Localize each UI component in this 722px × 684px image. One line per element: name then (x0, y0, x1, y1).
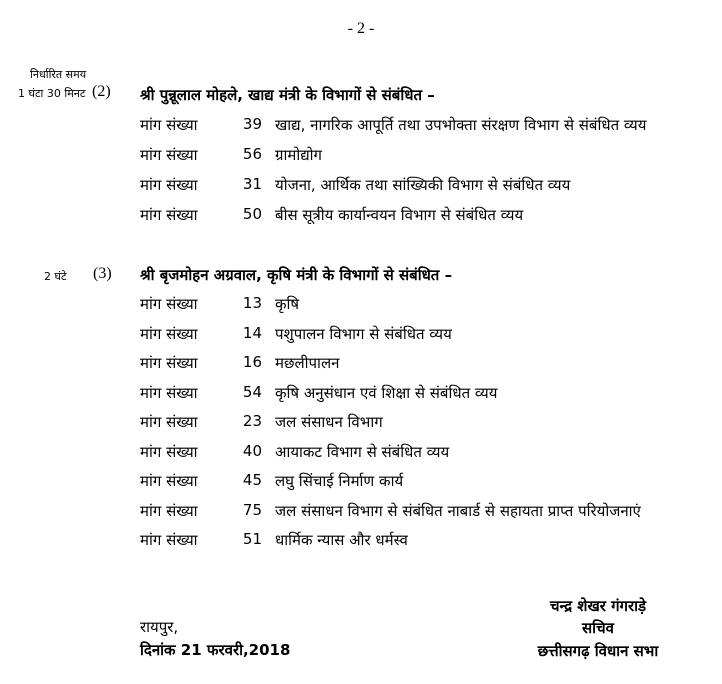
demand-label: मांग संख्या (140, 531, 198, 549)
demand-label: मांग संख्या (140, 354, 198, 372)
time-allotted-value: 2 घंटे (44, 270, 67, 283)
demand-description: जल संसाधन विभाग (275, 413, 383, 431)
time-allotted-label: निर्धारित समय (30, 68, 87, 81)
demand-label: मांग संख्या (140, 116, 198, 134)
demand-number: 39 (242, 115, 262, 133)
demand-number: 16 (242, 353, 262, 371)
demand-label: मांग संख्या (140, 324, 198, 343)
agenda-item-number: (3) (93, 265, 112, 282)
demand-description: लघु सिंचाई निर्माण कार्य (275, 472, 404, 490)
section-heading: श्री बृजमोहन अग्रवाल, कृषि मंत्री के विभागों से संबंधित – (140, 266, 453, 284)
demand-description: कृषि (275, 295, 300, 313)
demand-description: पशुपालन विभाग से संबंधित व्यय (275, 324, 452, 343)
demand-label: मांग संख्या (140, 442, 198, 461)
demand-number: 31 (242, 175, 262, 193)
organization: छत्तीसगढ़ विधान सभा (537, 642, 659, 660)
demand-number: 13 (242, 294, 262, 312)
demand-number: 45 (242, 471, 262, 489)
signatory-title: सचिव (582, 619, 614, 637)
time-allotted-value: 1 घंटा 30 मिनट (18, 87, 86, 100)
place: रायपुर, (140, 618, 179, 636)
demand-number: 23 (242, 412, 262, 430)
demand-description: मछलीपालन (275, 354, 340, 372)
demand-label: मांग संख्या (140, 176, 198, 194)
demand-number: 54 (242, 382, 262, 401)
signatory-name: चन्द्र शेखर गंगराड़े (549, 597, 647, 615)
agenda-item-number: (2) (92, 83, 111, 100)
demand-number: 14 (242, 323, 262, 342)
demand-label: मांग संख्या (140, 383, 198, 402)
demand-description: योजना, आर्थिक तथा सांख्यिकी विभाग से संबंधित व्यय (275, 176, 571, 194)
page-number: - 2 - (347, 20, 375, 37)
demand-description: आयाकट विभाग से संबंधित व्यय (275, 442, 450, 461)
demand-label: मांग संख्या (140, 146, 198, 164)
demand-description: जल संसाधन विभाग से संबंधित नाबार्ड से सहायता प्राप्त परियोजनाएं (275, 501, 641, 520)
demand-label: मांग संख्या (140, 295, 198, 313)
demand-label: मांग संख्या (140, 472, 198, 490)
demand-description: धार्मिक न्यास और धर्मस्व (275, 531, 408, 549)
demand-number: 56 (242, 145, 262, 163)
demand-number: 51 (242, 530, 262, 548)
demand-description: कृषि अनुसंधान एवं शिक्षा से संबंधित व्यय (275, 383, 498, 402)
section-heading: श्री पुन्नूलाल मोहले, खाद्य मंत्री के विभागों से संबंधित – (140, 86, 435, 104)
demand-number: 75 (242, 500, 262, 519)
demand-number: 50 (242, 205, 262, 223)
demand-description: बीस सूत्रीय कार्यान्वयन विभाग से संबंधित व्यय (275, 206, 524, 224)
demand-label: मांग संख्या (140, 206, 198, 224)
demand-label: मांग संख्या (140, 413, 198, 431)
demand-description: खाद्य, नागरिक आपूर्ति तथा उपभोक्ता संरक्षण विभाग से संबंधित व्यय (275, 116, 647, 134)
demand-description: ग्रामोद्योग (275, 146, 322, 164)
demand-number: 40 (242, 441, 262, 460)
demand-label: मांग संख्या (140, 501, 198, 520)
date: दिनांक 21 फरवरी,2018 (140, 641, 291, 659)
